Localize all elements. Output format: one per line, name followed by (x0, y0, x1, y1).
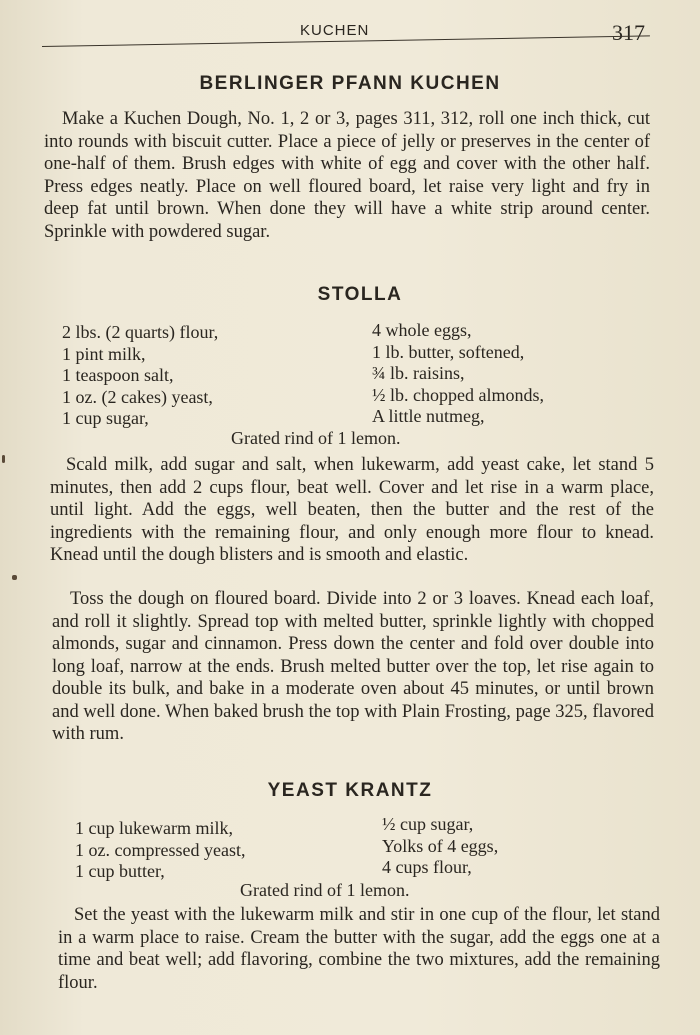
ingredient-item: ½ cup sugar, (382, 814, 474, 834)
ingredient-item: 1 oz. compressed yeast, (75, 839, 246, 860)
stolla-ingredients-right (372, 320, 544, 428)
margin-mark (12, 575, 17, 580)
ingredient-item: A little nutmeg, (372, 406, 485, 426)
stolla-instructions-2: Toss the dough on floured board. Divide into 2 or 3 loaves. Knead each loaf, and roll it slightly. Spread top with melted butter, sprinkle lightly with chopped almonds, sugar and cinnamon. Press down the center and fold over double into long loaf, narrow at the ends. Brush melted butter over the top, let rise again to double its bulk, and bake in a moderate oven about 45 minutes, or until brown and well done. When baked brush the top with Plain Frosting, page 325, flavored with rum. (52, 589, 654, 744)
recipe-title-krantz: YEAST KRANTZ (267, 780, 433, 801)
berlinger-instructions: Make a Kuchen Dough, No. 1, 2 or 3, pages 311, 312, roll one inch thick, cut into rounds with biscuit cutter. Place a piece of jelly or preserves in the center of one-half of them. Brush edges with white of egg and cover with the other half. Press edges neatly. Place on well floured board, let raise very light and fry in deep fat until brown. When done they will have a white strip around center. Sprinkle with powdered sugar. (44, 109, 650, 242)
stolla-ingredients-left (62, 322, 218, 430)
stolla-instructions-1: Scald milk, add sugar and salt, when lukewarm, add yeast cake, let stand 5 minutes, then add 2 cups flour, beat well. Cover and let rise in a warm place, until light. Add the eggs, well beaten, then the butter and the rest of the ingredients with the remaining flour, and only enough more flour to knead. Knead until the dough blisters and is smooth and elastic. (50, 455, 654, 565)
running-title: KUCHEN (300, 22, 370, 39)
ingredient-item: 1 cup lukewarm milk, (75, 818, 233, 838)
ingredient-item: ¾ lb. raisins, (372, 363, 465, 383)
recipe-title-stolla: STOLLA (317, 284, 403, 305)
krantz-ingredient-lemon: Grated rind of 1 lemon. (240, 880, 410, 900)
krantz-instructions: Set the yeast with the lukewarm milk and stir in one cup of the flour, let stand in a warm place to raise. Cream the butter with the sugar, add the eggs one at a time and beat well; add flavoring, combine the two mixtures, add the remaining flour. (58, 905, 660, 993)
margin-mark (2, 455, 5, 463)
ingredient-item: 2 lbs. (2 quarts) flour, (62, 322, 219, 342)
ingredient-item: 4 cups flour, (382, 857, 472, 877)
ingredient-item: 1 oz. (2 cakes) yeast, (62, 386, 213, 407)
krantz-ingredients-left (75, 818, 245, 883)
ingredient-item: 1 teaspoon salt, (62, 365, 174, 385)
ingredient-item: 1 lb. butter, softened, (372, 341, 525, 362)
ingredient-item: 1 cup butter, (75, 861, 165, 881)
ingredient-item: 1 pint milk, (62, 343, 146, 364)
recipe-title-berlinger: BERLINGER PFANN KUCHEN (199, 73, 501, 94)
ingredient-item: 1 cup sugar, (62, 408, 149, 428)
ingredient-item: 4 whole eggs, (372, 320, 472, 340)
krantz-ingredients-right (382, 814, 498, 879)
ingredient-item: Yolks of 4 eggs, (382, 835, 499, 856)
page-number: 317 (612, 20, 645, 45)
ingredient-item: ½ lb. chopped almonds, (372, 384, 544, 405)
stolla-ingredient-lemon: Grated rind of 1 lemon. (231, 428, 401, 448)
